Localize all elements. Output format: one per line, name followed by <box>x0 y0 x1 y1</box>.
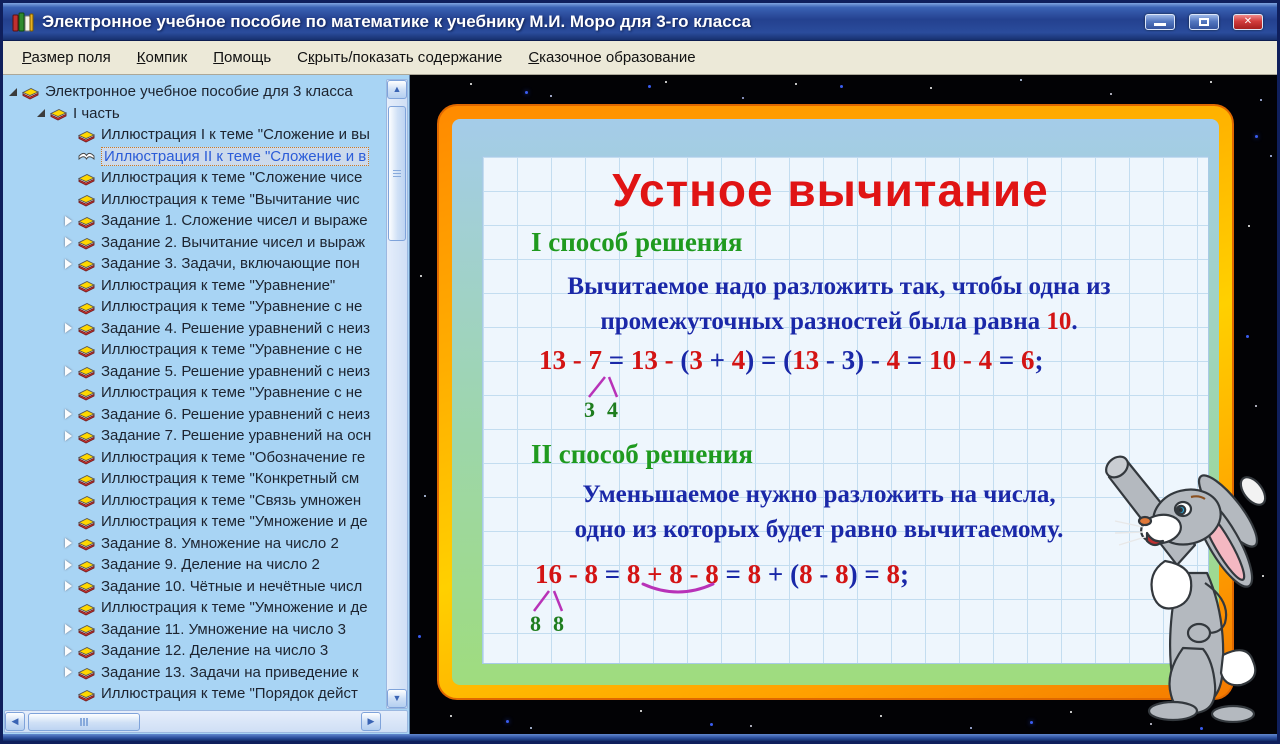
book-icon <box>77 277 96 293</box>
book-icon <box>77 170 96 186</box>
method1-decomposition <box>571 375 631 423</box>
menu-bar <box>3 41 1277 75</box>
tree-item[interactable] <box>3 597 385 619</box>
method1-rule-line1: Вычитаемое надо разложить так, чтобы одна из <box>567 273 1111 300</box>
method1-rule-line2: промежуточных разностей была равна 10. <box>600 308 1078 335</box>
tree-item-label: Задание 8. Умножение на число 2 <box>101 534 339 552</box>
window-title: Электронное учебное пособие по математике к учебнику М.И. Моро для 3-го класса <box>42 11 751 31</box>
vertical-scrollbar[interactable] <box>386 79 408 709</box>
tree-item-label: Задание 3. Задачи, включающие пон <box>101 255 360 273</box>
tree-expander-icon[interactable] <box>65 216 72 226</box>
tree-expander-icon[interactable] <box>65 366 72 376</box>
book-icon <box>77 256 96 272</box>
tree-expander-icon[interactable] <box>65 646 72 656</box>
book-icon <box>77 299 96 315</box>
tree-item-label: Задание 7. Решение уравнений на осн <box>101 427 372 445</box>
book-icon <box>77 449 96 465</box>
tree-item-label: Иллюстрация к теме "Уравнение с не <box>101 298 363 316</box>
grouping-arc-icon <box>639 581 717 597</box>
tree-item[interactable] <box>3 124 385 146</box>
tree-item[interactable] <box>3 554 385 576</box>
tree-item-label: Задание 13. Задачи на приведение к <box>101 663 359 681</box>
method1-heading: I способ решения <box>531 227 743 257</box>
book-icon <box>77 127 96 143</box>
tree-item-label: Иллюстрация к теме "Вычитание чис <box>101 190 360 208</box>
method2-decomposition <box>517 589 577 637</box>
tree-item-label: Задание 12. Деление на число 3 <box>101 642 329 660</box>
decomp2-left-digit: 8 <box>530 611 541 636</box>
tree <box>3 81 385 710</box>
method1-formula: 13 - 7 = 13 - (3 + 4) = (13 - 3) - 4 = 10 - 4 = 6; <box>539 345 1044 375</box>
tree-expander-icon[interactable] <box>37 109 45 117</box>
window-bottom-edge <box>3 734 1277 741</box>
decomposition-lines-icon <box>524 589 570 613</box>
tree-item[interactable] <box>3 275 385 297</box>
tree-item[interactable] <box>3 490 385 512</box>
book-icon <box>77 363 96 379</box>
decomposition-lines-icon <box>578 375 624 399</box>
book-icon <box>77 213 96 229</box>
tree-item[interactable] <box>3 339 385 361</box>
vertical-scroll-thumb[interactable] <box>388 106 406 241</box>
tree-expander-icon[interactable] <box>65 560 72 570</box>
book-icon <box>49 105 68 121</box>
tree-item[interactable] <box>3 447 385 469</box>
book-icon <box>77 320 96 336</box>
tree-item[interactable] <box>3 576 385 598</box>
tree-item-label: Иллюстрация I к теме "Сложение и вы <box>101 126 370 144</box>
tree-item[interactable] <box>3 382 385 404</box>
book-icon <box>77 643 96 659</box>
slide-mat <box>452 119 1219 685</box>
method2-rule-line2: одно из которых будет равно вычитаемому. <box>574 516 1064 543</box>
tree-item-label: Электронное учебное пособие для 3 класса <box>45 83 353 101</box>
tree-item[interactable] <box>3 146 385 168</box>
book-icon <box>77 342 96 358</box>
maximize-button[interactable] <box>1189 14 1219 30</box>
method2-formula: 16 - 8 = 8 + 8 - 8 = 8 + (8 - 8) = 8; <box>535 559 909 589</box>
tree-item-label: Иллюстрация к теме "Уравнение" <box>101 276 336 294</box>
tree-item-label: Задание 1. Сложение чисел и выраже <box>101 212 368 230</box>
tree-item-label: Иллюстрация к теме "Сложение чисе <box>101 169 363 187</box>
tree-item[interactable] <box>3 232 385 254</box>
tree-expander-icon[interactable] <box>65 624 72 634</box>
menu-item-soderzhanie[interactable]: Скрыть/показать содержание <box>297 49 503 66</box>
starfield-blue <box>410 75 413 78</box>
tree-expander-icon[interactable] <box>65 538 72 548</box>
tree-item[interactable] <box>3 640 385 662</box>
book-icon <box>77 385 96 401</box>
tree-item[interactable] <box>3 683 385 705</box>
content-area <box>410 75 1277 734</box>
scroll-up-button[interactable]: ▲ <box>387 80 407 99</box>
tree-item-label: Иллюстрация к теме "Обозначение ге <box>101 448 366 466</box>
book-icon <box>77 492 96 508</box>
tree-expander-icon[interactable] <box>9 88 17 96</box>
open-book-icon <box>77 148 96 164</box>
horizontal-scroll-thumb[interactable] <box>28 713 140 731</box>
tree-item[interactable] <box>3 103 385 125</box>
scroll-right-button[interactable]: ▶ <box>361 712 381 731</box>
book-icon <box>21 84 40 100</box>
tree-item[interactable] <box>3 253 385 275</box>
tree-expander-icon[interactable] <box>65 259 72 269</box>
tree-item[interactable] <box>3 468 385 490</box>
tree-item[interactable] <box>3 210 385 232</box>
tree-item-label: Задание 10. Чётные и нечётные числ <box>101 577 363 595</box>
slide-frame <box>437 104 1234 700</box>
tree-item-label: Иллюстрация к теме "Умножение и де <box>101 599 368 617</box>
tree-item[interactable] <box>3 81 385 103</box>
menu-item-razmer-polya[interactable]: Размер поля <box>22 49 111 66</box>
tree-item[interactable] <box>3 296 385 318</box>
scroll-down-button[interactable]: ▼ <box>387 689 407 708</box>
tree-expander-icon[interactable] <box>65 237 72 247</box>
tree-expander-icon[interactable] <box>65 581 72 591</box>
minimize-button[interactable] <box>1145 14 1175 30</box>
tree-item-label: Иллюстрация к теме "Конкретный см <box>101 470 360 488</box>
tree-item-label: Иллюстрация к теме "Уравнение с не <box>101 341 363 359</box>
book-icon <box>77 514 96 530</box>
tree-item-label: Задание 2. Вычитание чисел и выраж <box>101 233 366 251</box>
menu-item-kompik[interactable]: Компик <box>136 49 188 66</box>
menu-item-pomosch[interactable]: Помощь <box>213 49 272 66</box>
book-icon <box>77 428 96 444</box>
tree-item-label: Задание 11. Умножение на число 3 <box>101 620 347 638</box>
close-button[interactable]: ✕ <box>1233 14 1263 30</box>
slide-grid-paper <box>482 156 1209 664</box>
tree-item[interactable] <box>3 533 385 555</box>
tree-item[interactable] <box>3 361 385 383</box>
method2-heading: II способ решения <box>531 439 754 469</box>
tree-expander-icon[interactable] <box>65 667 72 677</box>
tree-item[interactable] <box>3 425 385 447</box>
decomp1-left-digit: 3 <box>584 397 595 422</box>
tree-item-label: Задание 6. Решение уравнений с неиз <box>101 405 370 423</box>
menu-item-obrazovanie[interactable]: Сказочное образование <box>528 49 696 66</box>
tree-item-label: Иллюстрация к теме "Связь умножен <box>101 491 362 509</box>
method2-rule-line1: Уменьшаемое нужно разложить на числа, <box>582 481 1056 508</box>
tree-expander-icon[interactable] <box>65 409 72 419</box>
book-icon <box>77 686 96 702</box>
app-books-icon <box>11 11 35 33</box>
rabbit-illustration <box>1095 433 1277 723</box>
method1-rule-text <box>489 269 1189 339</box>
book-icon <box>77 191 96 207</box>
book-icon <box>77 664 96 680</box>
book-icon <box>77 600 96 616</box>
tree-item-label: I часть <box>73 104 120 122</box>
book-icon <box>77 471 96 487</box>
tree-item-label: Иллюстрация к теме "Умножение и де <box>101 513 368 531</box>
decomp2-right-digit: 8 <box>553 611 564 636</box>
slide-title: Устное вычитание <box>612 164 1049 216</box>
tree-item-label: Задание 9. Деление на число 2 <box>101 556 320 574</box>
scroll-left-button[interactable]: ◀ <box>5 712 25 731</box>
tree-item[interactable] <box>3 189 385 211</box>
title-bar[interactable] <box>3 3 1277 41</box>
book-icon <box>77 578 96 594</box>
tree-item[interactable] <box>3 318 385 340</box>
tree-item[interactable] <box>3 404 385 426</box>
tree-item-label: Иллюстрация II к теме "Сложение и в <box>101 147 369 166</box>
tree-item-label: Иллюстрация к теме "Уравнение с не <box>101 384 363 402</box>
book-icon <box>77 535 96 551</box>
tree-expander-icon[interactable] <box>65 323 72 333</box>
tree-item[interactable] <box>3 167 385 189</box>
book-icon <box>77 406 96 422</box>
tree-item[interactable] <box>3 662 385 684</box>
book-icon <box>77 621 96 637</box>
tree-item-label: Задание 5. Решение уравнений с неиз <box>101 362 370 380</box>
tree-item[interactable] <box>3 511 385 533</box>
method2-rule-text <box>489 477 1149 547</box>
tree-item-label: Задание 4. Решение уравнений с неиз <box>101 319 370 337</box>
tree-item[interactable] <box>3 619 385 641</box>
horizontal-scrollbar[interactable] <box>4 710 408 733</box>
decomp1-right-digit: 4 <box>607 397 618 422</box>
tree-item-label: Иллюстрация к теме "Порядок дейст <box>101 685 358 703</box>
tree-expander-icon[interactable] <box>65 431 72 441</box>
contents-panel <box>3 75 410 734</box>
book-icon <box>77 557 96 573</box>
book-icon <box>77 234 96 250</box>
